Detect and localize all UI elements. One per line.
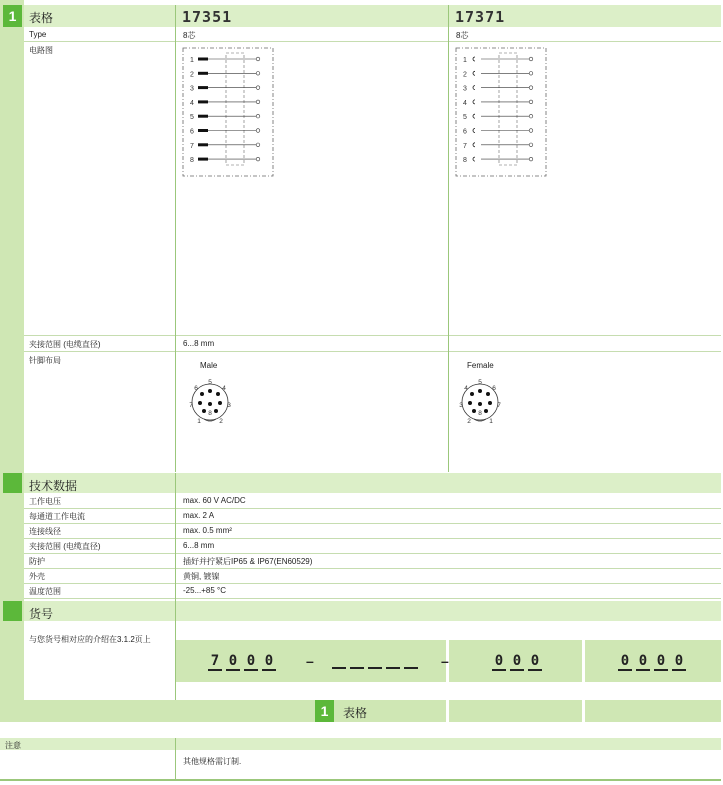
circuit-terminal	[256, 86, 260, 90]
pin-dot	[468, 401, 472, 405]
circuit-pin-label: 8	[463, 157, 467, 165]
circuit-diagram-male	[182, 47, 274, 179]
pin-number-label: 4	[222, 385, 226, 392]
row-divider	[24, 351, 721, 352]
tech-row-label: 工作电压	[29, 497, 61, 506]
female-pin-mark	[473, 143, 475, 147]
row-divider	[24, 523, 721, 524]
tech-row-value: 6...8 mm	[183, 541, 215, 550]
circuit-pin-label: 3	[190, 85, 194, 93]
type-value-1: 8芯	[183, 31, 196, 40]
order-code-suffix-2	[618, 653, 690, 671]
circuit-terminal	[529, 129, 533, 133]
model-number-1: 17351	[182, 8, 233, 26]
order-title: 货号	[29, 607, 54, 621]
male-pin-mark	[198, 115, 208, 118]
male-pin-mark	[198, 72, 208, 75]
type-label: Type	[29, 30, 47, 39]
tech-row-value: -25...+85 °C	[183, 586, 226, 595]
female-label: Female	[467, 361, 494, 370]
code-blank-slot	[368, 653, 382, 669]
pinout-label: 针脚布局	[29, 356, 61, 365]
bottom-rule	[0, 779, 721, 781]
female-pinout-diagram	[454, 374, 506, 428]
row-divider	[24, 538, 721, 539]
pin-dot	[488, 401, 492, 405]
code-dash-2: –	[441, 653, 449, 669]
pin-number-label: 7	[497, 402, 501, 409]
code-digit: 0	[262, 653, 276, 671]
row-divider	[24, 335, 721, 336]
tech-row-value: max. 0.5 mm²	[183, 526, 232, 535]
circuit-terminal	[256, 143, 260, 147]
pin-dot	[200, 392, 204, 396]
circuit-pin-label: 3	[463, 85, 467, 93]
tech-row-label: 连接线径	[29, 527, 61, 536]
circuit-terminal	[529, 143, 533, 147]
tech-row-label: 夹接范围 (电缆直径)	[29, 542, 101, 551]
pin-number-label: 5	[478, 379, 482, 386]
circuit-pin-label: 4	[463, 99, 467, 107]
pin-dot	[202, 409, 206, 413]
circuit-pin-label: 1	[463, 57, 467, 64]
code-blank-slot	[386, 653, 400, 669]
section-header-band	[24, 5, 721, 27]
code-digit: 0	[636, 653, 650, 671]
circuit-terminal	[529, 57, 533, 61]
circuit-pin-label: 8	[190, 157, 194, 165]
code-divider	[582, 700, 585, 722]
row-divider	[24, 41, 721, 42]
code-digit: 7	[208, 653, 222, 671]
tech-row-label: 每通道工作电流	[29, 512, 85, 521]
circuit-label: 电路图	[29, 46, 53, 55]
circuit-terminal	[529, 114, 533, 118]
circuit-terminal	[256, 72, 260, 76]
order-badge	[3, 601, 22, 621]
circuit-pin-label: 5	[190, 114, 194, 122]
tech-row-value: max. 2 A	[183, 511, 215, 520]
pin-dot	[470, 392, 474, 396]
note-label: 注意	[5, 741, 21, 750]
circuit-pin-label: 1	[190, 57, 194, 64]
pin-dot	[472, 409, 476, 413]
pin-number-label: 8	[208, 410, 212, 417]
order-header-band	[24, 601, 721, 621]
tech-row-label: 外壳	[29, 572, 45, 581]
pin-dot	[478, 389, 482, 393]
pin-number-label: 6	[492, 385, 496, 392]
circuit-diagram-female	[455, 47, 547, 179]
column-divider	[175, 5, 176, 472]
pin-number-label: 7	[189, 402, 193, 409]
order-reference-gap	[24, 700, 176, 722]
male-pin-mark	[198, 129, 208, 132]
female-pin-mark	[473, 100, 475, 104]
pin-number-label: 5	[208, 379, 212, 386]
circuit-pin-label: 7	[463, 142, 467, 150]
code-blank-slot	[350, 653, 364, 669]
code-blank-slot	[404, 653, 418, 669]
column-divider	[175, 738, 176, 780]
circuit-terminal	[256, 129, 260, 133]
code-digit: 0	[618, 653, 632, 671]
pin-dot	[208, 389, 212, 393]
code-divider	[446, 700, 449, 722]
code-digit: 0	[672, 653, 686, 671]
circuit-pin-label: 2	[190, 71, 194, 79]
column-divider	[448, 5, 449, 472]
pin-dot	[218, 401, 222, 405]
pin-number-label: 4	[464, 385, 468, 392]
tech-row-value: max. 60 V AC/DC	[183, 496, 246, 505]
male-pin-mark	[198, 100, 208, 103]
circuit-terminal	[529, 72, 533, 76]
male-pin-mark	[198, 158, 208, 161]
pin-dot	[484, 409, 488, 413]
order-code-prefix	[208, 653, 280, 671]
row-divider	[24, 508, 721, 509]
order-code-variable	[332, 653, 422, 671]
pin-number-label: 3	[459, 402, 463, 409]
circuit-terminal	[256, 100, 260, 104]
section-number-badge: 1	[3, 5, 22, 27]
circuit-pin-label: 2	[463, 71, 467, 79]
female-pin-mark	[473, 57, 475, 61]
pin-dot	[208, 402, 212, 406]
circuit-pin-label: 5	[463, 114, 467, 122]
clamp-range-value: 6...8 mm	[183, 339, 215, 348]
model-number-2: 17371	[455, 8, 506, 26]
tech-header-band	[24, 473, 721, 493]
column-divider	[175, 473, 176, 601]
tech-row-label: 温度范围	[29, 587, 61, 596]
order-intro-text: 与您货号相对应的介绍在3.1.2页上	[29, 635, 151, 644]
pin-number-label: 1	[197, 418, 201, 425]
circuit-pin-label: 7	[190, 142, 194, 150]
code-blank-slot	[332, 653, 346, 669]
code-digit: 0	[492, 653, 506, 671]
circuit-terminal	[529, 157, 533, 161]
pin-dot	[478, 402, 482, 406]
row-divider	[24, 553, 721, 554]
pin-number-label: 2	[467, 418, 471, 425]
male-label: Male	[200, 361, 218, 370]
pin-number-label: 1	[489, 418, 493, 425]
pin-dot	[216, 392, 220, 396]
note-text: 其他规格需订制.	[183, 757, 242, 766]
code-digit: 0	[654, 653, 668, 671]
tech-title: 技术数据	[29, 479, 78, 493]
type-value-2: 8芯	[456, 31, 469, 40]
tech-row-value: 黄铜, 镀镍	[183, 572, 220, 581]
circuit-terminal	[256, 114, 260, 118]
tech-badge	[3, 473, 22, 493]
tech-row-value: 插好并拧紧后IP65 & IP67(EN60529)	[183, 557, 313, 566]
reference-number-badge: 1	[315, 700, 334, 722]
pin-number-label: 6	[194, 385, 198, 392]
pin-number-label: 2	[219, 418, 223, 425]
section-title: 表格	[29, 11, 54, 25]
female-pin-mark	[473, 86, 475, 90]
circuit-pin-label: 6	[190, 128, 194, 136]
female-pin-mark	[473, 114, 475, 118]
code-digit: 0	[528, 653, 542, 671]
row-divider	[24, 583, 721, 584]
pin-dot	[198, 401, 202, 405]
circuit-pin-label: 4	[190, 99, 194, 107]
code-digit: 0	[226, 653, 240, 671]
pin-dot	[486, 392, 490, 396]
tech-row-label: 防护	[29, 557, 45, 566]
note-band	[0, 738, 721, 750]
code-digit: 0	[510, 653, 524, 671]
circuit-terminal	[529, 100, 533, 104]
pin-number-label: 8	[478, 410, 482, 417]
male-pinout-diagram	[184, 374, 236, 428]
circuit-terminal	[529, 86, 533, 90]
female-pin-mark	[473, 129, 475, 133]
male-pin-mark	[198, 143, 208, 146]
pin-number-label: 3	[227, 402, 231, 409]
male-pin-mark	[198, 58, 208, 61]
female-pin-mark	[473, 71, 475, 75]
pin-dot	[214, 409, 218, 413]
code-dash-1: –	[306, 653, 314, 669]
row-divider	[24, 568, 721, 569]
circuit-pin-label: 6	[463, 128, 467, 136]
order-code-suffix-1	[492, 653, 546, 671]
female-pin-mark	[473, 157, 475, 161]
row-divider	[24, 598, 721, 599]
code-divider	[582, 640, 585, 682]
reference-title: 表格	[343, 706, 368, 720]
circuit-terminal	[256, 157, 260, 161]
circuit-terminal	[256, 57, 260, 61]
clamp-range-label: 夹接范围 (电缆直径)	[29, 340, 101, 349]
male-pin-mark	[198, 86, 208, 89]
code-digit: 0	[244, 653, 258, 671]
